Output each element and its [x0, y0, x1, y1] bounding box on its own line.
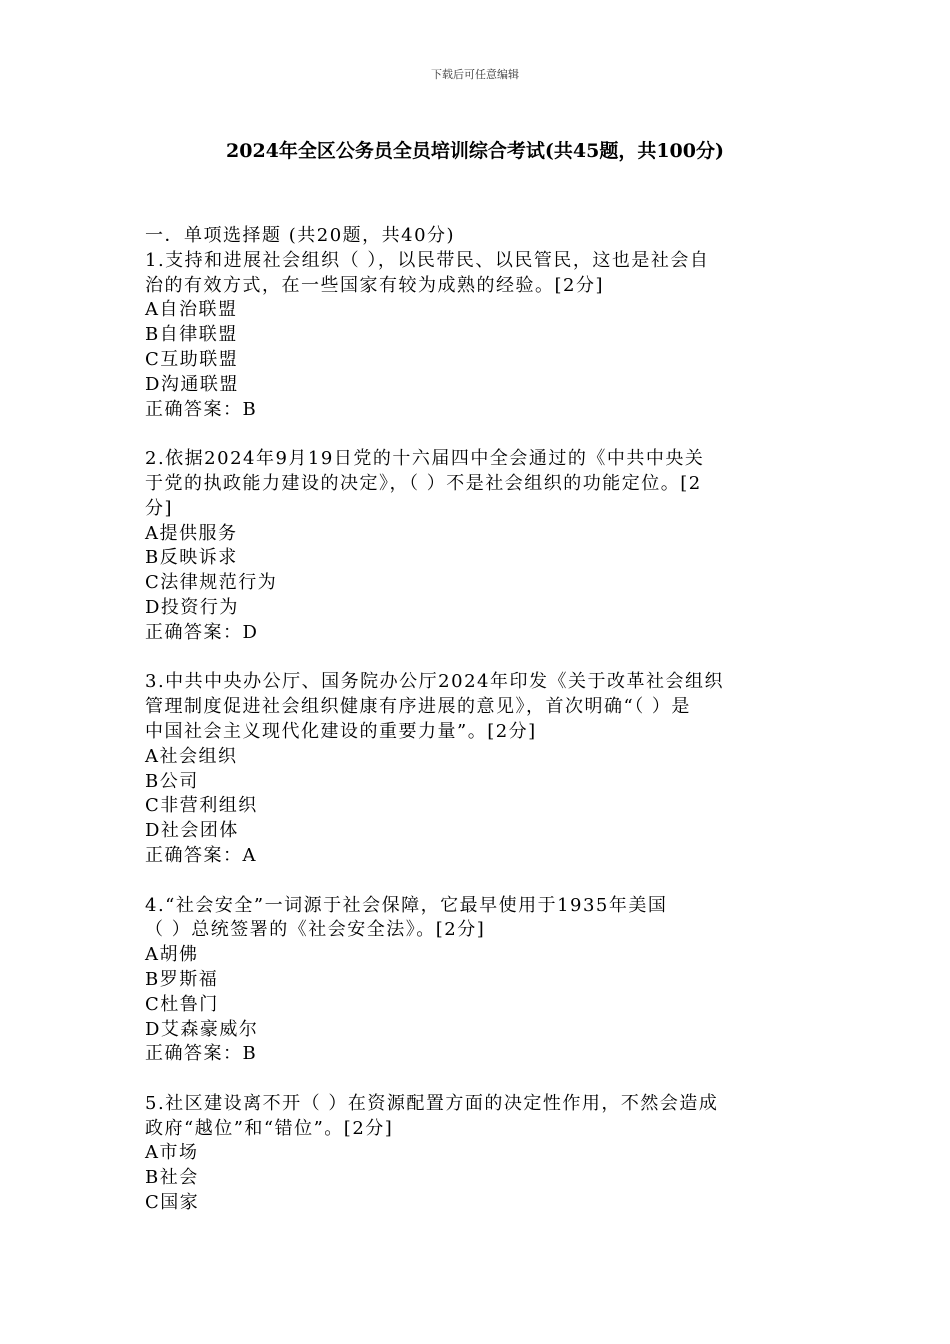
question-1 — [145, 249, 810, 423]
option-a: A胡佛 — [145, 944, 199, 966]
option-a: A自治联盟 — [145, 299, 238, 321]
question-3 — [145, 670, 810, 868]
question-text-line: 管理制度促进社会组织健康有序进展的意见》，首次明确“（ ）是 — [145, 696, 691, 718]
question-text-line: 政府“越位”和“错位”。[2分] — [145, 1117, 394, 1139]
question-4 — [145, 894, 810, 1068]
option-d: D社会团体 — [145, 820, 239, 842]
question-text-line: 3.中共中央办公厅、国务院办公厅2024年印发《关于改革社会组织 — [145, 671, 724, 693]
question-text-line: 2.依据2024年9月19日党的十六届四中全会通过的《中共中央关 — [145, 448, 705, 470]
header-note: 下载后可任意编辑 — [431, 68, 519, 81]
question-text-line: （ ）总统签署的《社会安全法》。[2分] — [145, 919, 486, 941]
question-text-line: 5.社区建设离不开（ ）在资源配置方面的决定性作用，不然会造成 — [145, 1092, 719, 1114]
correct-answer: 正确答案：A — [145, 844, 257, 866]
section-heading: 一．单项选择题 (共20题，共40分) — [145, 225, 456, 246]
option-b: B社会 — [145, 1167, 199, 1189]
spacer — [145, 869, 810, 894]
question-2 — [145, 447, 810, 645]
question-text-line: 分] — [145, 497, 174, 519]
option-c: C国家 — [145, 1192, 200, 1214]
option-c: C杜鲁门 — [145, 993, 219, 1015]
correct-answer: 正确答案：B — [145, 1043, 258, 1065]
question-5 — [145, 1092, 810, 1216]
correct-answer: 正确答案：D — [145, 621, 259, 643]
spacer — [145, 1067, 810, 1092]
document-body — [145, 224, 810, 1216]
option-a: A市场 — [145, 1142, 199, 1164]
option-c: C非营利组织 — [145, 795, 258, 817]
question-text-line: 4.“社会安全”一词源于社会保障，它最早使用于1935年美国 — [145, 894, 668, 916]
option-b: B反映诉求 — [145, 547, 238, 569]
document-title: 2024年全区公务员全员培训综合考试(共45题，共100分) — [226, 140, 724, 162]
option-b: B自律联盟 — [145, 324, 238, 346]
question-text-line: 于党的执政能力建设的决定》，（ ）不是社会组织的功能定位。[2 — [145, 472, 702, 494]
spacer — [145, 646, 810, 671]
correct-answer: 正确答案：B — [145, 398, 258, 420]
option-b: B罗斯福 — [145, 968, 219, 990]
option-b: B公司 — [145, 770, 199, 792]
option-d: D沟通联盟 — [145, 373, 239, 395]
question-text-line: 中国社会主义现代化建设的重要力量”。[2分] — [145, 720, 537, 742]
option-d: D艾森豪威尔 — [145, 1018, 259, 1040]
option-d: D投资行为 — [145, 596, 239, 618]
option-c: C互助联盟 — [145, 348, 239, 370]
question-text-line: 1.支持和进展社会组织（ ），以民带民、以民管民，这也是社会自 — [145, 249, 710, 271]
spacer — [145, 422, 810, 447]
option-c: C法律规范行为 — [145, 572, 278, 594]
option-a: A社会组织 — [145, 745, 238, 767]
option-a: A提供服务 — [145, 522, 238, 544]
question-text-line: 治的有效方式，在一些国家有较为成熟的经验。[2分] — [145, 274, 604, 296]
